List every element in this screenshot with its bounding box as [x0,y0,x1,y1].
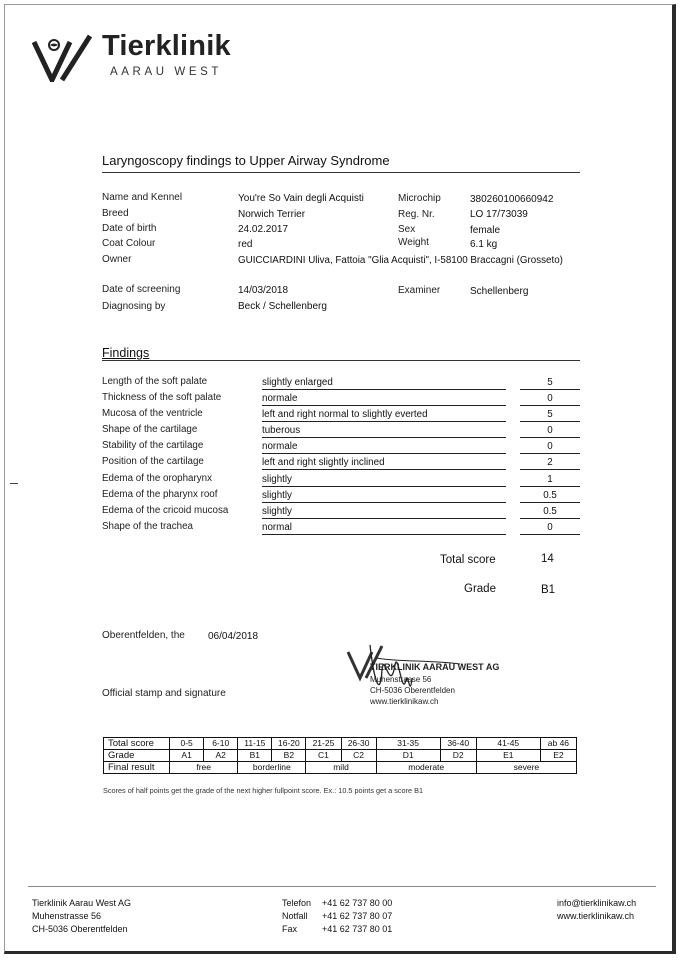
finding-label: Shape of the trachea [102,521,193,532]
findings-row [102,438,582,454]
finding-label: Edema of the oropharynx [102,473,213,484]
range-cell: 26-30 [341,738,376,750]
footer-rule [28,886,656,887]
finding-value: slightly [262,490,506,503]
grade-cell: C2 [341,750,376,762]
finding-value: slightly [262,506,506,519]
finding-value: left and right normal to slightly everted [262,409,506,422]
total-score-value: 14 [541,553,554,565]
range-cell: 36-40 [440,738,476,750]
screening-value: 14/03/2018 [238,285,289,296]
finding-score: 0.5 [520,506,580,519]
grade-cell: D2 [440,750,476,762]
findings-row [102,390,582,406]
finding-score: 5 [520,409,580,422]
footer-company: Tierklinik Aarau West AG [32,898,132,908]
findings-row [102,374,582,390]
weight-value: 6.1 kg [470,239,498,250]
table-row [104,750,577,762]
findings-row [102,454,582,470]
owner-value: GUICCIARDINI Uliva, Fattoia "Glia Acquisti", I-58100 Braccagni (Grosseto) [238,255,563,266]
grade-cell: A1 [170,750,204,762]
sex-label: Sex [398,224,416,235]
finding-label: Stability of the cartilage [102,440,204,451]
stamp-website: www.tierklinikaw.ch [370,697,439,706]
range-cell: 16-20 [272,738,306,750]
fax-label: Fax [282,924,298,934]
diagnosing-label: Diagnosing by [102,301,166,312]
grade-label: Grade [464,583,496,595]
finding-label: Length of the soft palate [102,376,208,387]
stamp-city: CH-5036 Oberentfelden [370,686,455,695]
examiner-value: Schellenberg [470,286,529,297]
dob-label: Date of birth [102,223,157,234]
phone-label: Telefon [282,898,312,908]
examiner-label: Examiner [398,285,441,296]
range-cell: ab 46 [540,738,576,750]
stamp-and-signature [340,640,540,710]
findings-row [102,471,582,487]
finding-value: normale [262,441,506,454]
screening-label: Date of screening [102,284,181,295]
grade-cell: E1 [476,750,540,762]
name-label: Name and Kennel [102,192,183,203]
microchip-value: 380260100660942 [470,194,554,205]
footer-email[interactable]: info@tierklinikaw.ch [557,898,637,908]
range-cell: 6-10 [204,738,238,750]
findings-row [102,422,582,438]
findings-row [102,519,582,535]
finding-score: 0 [520,425,580,438]
grade-value: B1 [541,584,556,596]
finding-score: 0 [520,522,580,535]
sex-value: female [470,225,501,236]
findings-row [102,487,582,503]
range-cell: 21-25 [306,738,341,750]
emergency-label: Notfall [282,911,308,921]
reg-value: LO 17/73039 [470,209,528,220]
table-row [104,762,577,774]
coat-value: red [238,239,253,250]
weight-label: Weight [398,237,429,248]
finding-score: 0.5 [520,490,580,503]
owner-label: Owner [102,254,132,265]
finding-score: 5 [520,377,580,390]
result-cell: mild [306,762,376,774]
stamp-street: Muhenstrasse 56 [370,675,432,684]
breed-label: Breed [102,208,129,219]
brand-name: Tierklinik [102,30,231,62]
finding-value: tuberous [262,425,506,438]
findings-row [102,406,582,422]
grade-cell: B2 [272,750,306,762]
table-row [104,738,577,750]
finding-value: normal [262,522,506,535]
finding-value: left and right slightly inclined [262,457,506,470]
finding-label: Thickness of the soft palate [102,392,222,403]
reg-label: Reg. Nr. [398,209,435,220]
finding-label: Edema of the pharynx roof [102,489,218,500]
finding-value: normale [262,393,506,406]
range-cell: 31-35 [376,738,440,750]
finding-score: 1 [520,474,580,487]
finding-score: 2 [520,457,580,470]
final-result-header: Final result [104,762,170,774]
footer-street: Muhenstrasse 56 [32,911,102,921]
stamp-label: Official stamp and signature [102,688,226,699]
footer-city: CH-5036 Oberentfelden [32,924,128,934]
result-cell: borderline [238,762,306,774]
finding-score: 0 [520,393,580,406]
clinic-logo-icon [32,34,94,82]
result-cell: severe [476,762,576,774]
findings-row [102,503,582,519]
grade-cell: D1 [376,750,440,762]
finding-label: Mucosa of the ventricle [102,408,203,419]
findings-title: Findings [102,346,150,360]
microchip-label: Microchip [398,193,441,204]
result-cell: free [170,762,238,774]
finding-value: slightly [262,474,506,487]
signoff-date: 06/04/2018 [208,631,259,642]
document-title: Laryngoscopy findings to Upper Airway Syndrome [102,153,390,168]
coat-label: Coat Colour [102,238,156,249]
grade-header: Grade [104,750,170,762]
title-rule [102,172,580,173]
grade-cell: E2 [540,750,576,762]
range-cell: 41-45 [476,738,540,750]
grade-cell: C1 [306,750,341,762]
footer-website[interactable]: www.tierklinikaw.ch [557,911,635,921]
finding-label: Shape of the cartilage [102,424,198,435]
breed-value: Norwich Terrier [238,209,306,220]
grade-cell: B1 [238,750,272,762]
dob-value: 24.02.2017 [238,224,289,235]
findings-rule [102,360,580,361]
range-cell: 0-5 [170,738,204,750]
grade-cell: A2 [204,750,238,762]
place-label: Oberentfelden, the [102,630,185,641]
result-cell: moderate [376,762,476,774]
margin-mark [10,483,18,484]
finding-label: Position of the cartilage [102,456,204,467]
stamp-company: TIERKLINIK AARAU WEST AG [370,662,500,672]
finding-label: Edema of the cricoid mucosa [102,505,229,516]
range-cell: 11-15 [238,738,272,750]
diagnosing-value: Beck / Schellenberg [238,301,327,312]
total-score-label: Total score [440,554,496,566]
finding-score: 0 [520,441,580,454]
grade-table [103,737,577,774]
brand-subtitle: AARAU WEST [110,66,223,78]
fax-value: +41 62 737 80 01 [322,924,393,934]
total-score-header: Total score [104,738,170,750]
emergency-value: +41 62 737 80 07 [322,911,393,921]
name-value: You're So Vain degli Acquisti [238,193,364,204]
finding-value: slightly enlarged [262,377,506,390]
phone-value: +41 62 737 80 00 [322,898,393,908]
footnote: Scores of half points get the grade of the next higher fullpoint score. Ex.: 10.5 points get a score B1 [103,786,424,795]
